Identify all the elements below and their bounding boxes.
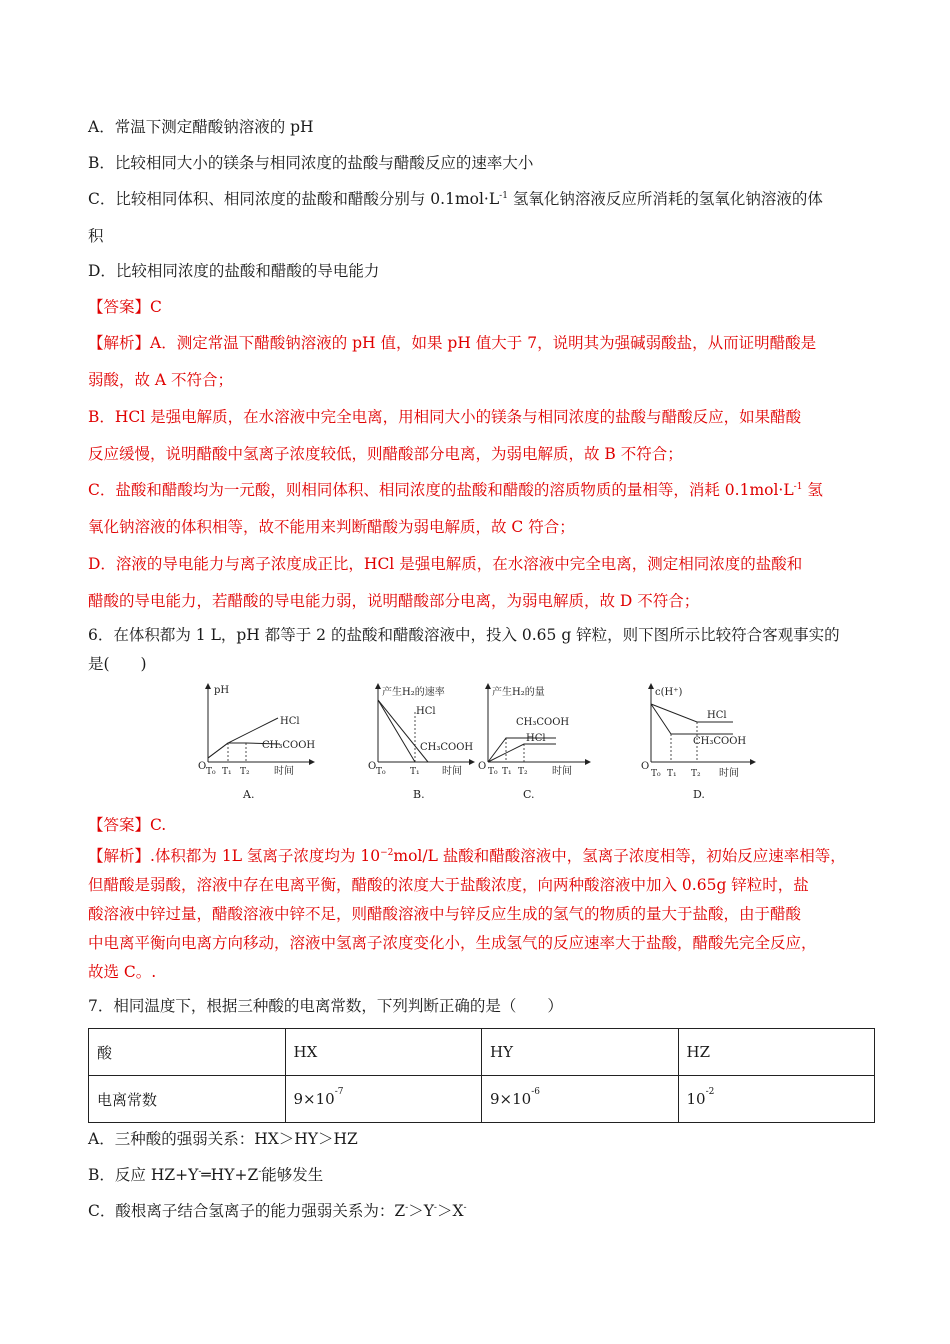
text-span: 【解析】.体积都为 1L 氢离子浓度均为 10 — [88, 847, 381, 865]
text-span: 氢 — [802, 481, 823, 499]
t2-label: T₂ — [691, 769, 701, 779]
t0-label: T₀ — [651, 769, 661, 779]
q5-option-c-cont: 积 — [88, 227, 104, 245]
x-label: 时间 — [719, 768, 739, 779]
q6-stem-cont: 是( ) — [88, 655, 147, 673]
x-label: 时间 — [442, 766, 462, 777]
figure-a — [190, 680, 330, 805]
figure-a-graph — [190, 680, 330, 805]
q5-answer: 【答案】C — [88, 298, 162, 316]
table-cell: 酸 — [89, 1029, 286, 1076]
text-span: ＞X — [436, 1202, 464, 1220]
q7-option-b — [88, 1164, 862, 1186]
q5-explanation-line: 【解析】A．测定常温下醋酸钠溶液的 pH 值，如果 pH 值大于 7，说明其为强碱弱酸盐，从而证明醋酸是 — [88, 334, 817, 352]
table-cell: HX — [285, 1029, 482, 1076]
hcl-line — [208, 718, 278, 758]
ch3cooh-label: CH₃COOH — [262, 740, 316, 751]
origin-label: O — [641, 761, 650, 772]
origin-label: O — [478, 761, 487, 772]
hcl-label: HCl — [416, 706, 436, 717]
q6-explanation-line: 中电离平衡向电离方向移动，溶液中氢离子浓度变化小，生成氢气的反应速率大于盐酸，醋酸先完全反应， — [88, 934, 817, 952]
q5-option-c — [88, 188, 862, 210]
t1-label: T₁ — [502, 767, 512, 777]
t1-label: T₁ — [410, 767, 420, 777]
figure-caption: D. — [693, 788, 705, 801]
table-row — [89, 1076, 875, 1123]
x-label: 时间 — [274, 766, 294, 777]
figure-b-graph — [360, 680, 485, 805]
q7-option-a: A．三种酸的强弱关系：HX＞HY＞HZ — [88, 1130, 358, 1148]
text-span: B．反应 HZ+Y — [88, 1166, 199, 1184]
ionization-constant-table — [88, 1028, 875, 1123]
text-span: 9×10 — [293, 1090, 335, 1108]
q6-explanation-line — [88, 845, 862, 867]
superscript: - — [463, 1203, 467, 1213]
t0-label: T₀ — [206, 767, 216, 777]
figure-d — [635, 680, 765, 805]
ch3cooh-label: CH₃COOH — [516, 717, 570, 728]
y-label: 产生H₂的速率 — [382, 687, 445, 698]
text-span: C．盐酸和醋酸均为一元酸，则相同体积、相同浓度的盐酸和醋酸的溶质物质的量相等，消耗 0.1mol·L — [88, 481, 794, 499]
q5-explanation-line — [88, 479, 862, 501]
y-label: pH — [214, 685, 230, 696]
figure-caption: C. — [523, 788, 535, 801]
q6-explanation-line: 但醋酸是弱酸，溶液中存在电离平衡，醋酸的浓度大于盐酸浓度，向两种酸溶液中加入 0.65g 锌粒时，盐 — [88, 876, 809, 894]
q6-figures — [190, 680, 770, 805]
t1-label: T₁ — [222, 767, 232, 777]
superscript: - — [405, 1203, 409, 1213]
q5-option-d: D．比较相同浓度的盐酸和醋酸的导电能力 — [88, 262, 380, 280]
figure-d-graph — [635, 680, 765, 805]
text-span: mol/L 盐酸和醋酸溶液中，氢离子浓度相等，初始反应速率相等， — [393, 847, 846, 865]
superscript: -6 — [531, 1087, 540, 1097]
q7-option-c — [88, 1200, 862, 1222]
hcl-label: HCl — [707, 710, 727, 721]
hcl-line — [488, 744, 556, 762]
superscript: −2 — [380, 848, 394, 858]
ch3cooh-label: CH₃COOH — [420, 742, 474, 753]
q5-explanation-line: B．HCl 是强电解质，在水溶液中完全电离，用相同大小的镁条与相同浓度的盐酸与醋酸反应，如果醋酸 — [88, 408, 802, 426]
text-span: C．比较相同体积、相同浓度的盐酸和醋酸分别与 0.1mol·L — [88, 190, 500, 208]
table-cell — [678, 1076, 875, 1123]
figure-c — [478, 680, 603, 805]
q5-explanation-line: 反应缓慢，说明醋酸中氢离子浓度较低，则醋酸部分电离，为弱电解质，故 B 不符合； — [88, 445, 683, 463]
t0-label: T₀ — [376, 767, 386, 777]
superscript: -7 — [334, 1087, 344, 1097]
figure-b — [360, 680, 485, 805]
table-cell: HZ — [678, 1029, 875, 1076]
superscript: -2 — [705, 1087, 715, 1097]
x-label: 时间 — [552, 766, 572, 777]
q5-explanation-line: 醋酸的导电能力，若醋酸的导电能力弱，说明醋酸部分电离，为弱电解质，故 D 不符合； — [88, 592, 700, 610]
q7-stem: 7．相同温度下，根据三种酸的电离常数，下列判断正确的是（ ） — [88, 997, 563, 1015]
ch3cooh-label: CH₃COOH — [693, 736, 747, 747]
t0-label: T₀ — [488, 767, 498, 777]
superscript: - — [258, 1167, 262, 1177]
text-span: ＞Y — [408, 1202, 434, 1220]
q5-explanation-line: 弱酸，故 A 不符合； — [88, 371, 234, 389]
table-row — [89, 1029, 875, 1076]
t1-label: T₁ — [667, 769, 677, 779]
t2-label: T₂ — [518, 767, 528, 777]
text-span: 10 — [686, 1090, 706, 1108]
table-cell — [285, 1076, 482, 1123]
text-span: 能够发生 — [261, 1166, 324, 1184]
q6-stem: 6．在体积都为 1 L，pH 都等于 2 的盐酸和醋酸溶液中，投入 0.65 g 锌粒，则下图所示比较符合客观事实的 — [88, 626, 840, 644]
text-span: 氢氧化钠溶液反应所消耗的氢氧化钠溶液的体 — [507, 190, 823, 208]
q6-explanation-line: 故选 C。. — [88, 963, 157, 981]
q6-answer: 【答案】C. — [88, 816, 167, 834]
q5-option-a: A．常温下测定醋酸钠溶液的 pH — [88, 118, 314, 136]
y-label: 产生H₂的量 — [492, 687, 545, 698]
table-cell: HY — [482, 1029, 679, 1076]
text-span: 9×10 — [490, 1090, 532, 1108]
q6-explanation-line: 酸溶液中锌过量，醋酸溶液中锌不足，则醋酸溶液中与锌反应生成的氢气的物质的量大于盐酸，由于醋酸 — [88, 905, 802, 923]
q5-explanation-line: D．溶液的导电能力与离子浓度成正比，HCl 是强电解质，在水溶液中完全电离，测定相同浓度的盐酸和 — [88, 555, 803, 573]
hcl-label: HCl — [526, 733, 546, 744]
y-label: c(H⁺) — [655, 687, 683, 698]
superscript: - — [433, 1203, 437, 1213]
superscript: -1 — [499, 191, 508, 201]
text-span: C．酸根离子结合氢离子的能力强弱关系为：Z — [88, 1202, 406, 1220]
figure-caption: B. — [413, 788, 425, 801]
text-span: ═HY+Z — [201, 1166, 259, 1184]
superscript: - — [198, 1167, 202, 1177]
origin-label: O — [198, 761, 207, 772]
table-cell: 电离常数 — [89, 1076, 286, 1123]
superscript: -1 — [793, 482, 803, 492]
ch3cooh-line — [488, 738, 556, 762]
t2-label: T₂ — [240, 767, 250, 777]
q5-explanation-line: 氧化钠溶液的体积相等，故不能用来判断醋酸为弱电解质，故 C 符合； — [88, 518, 575, 536]
hcl-label: HCl — [280, 716, 300, 727]
origin-label: O — [368, 761, 377, 772]
figure-caption: A. — [243, 788, 255, 801]
q5-option-b: B．比较相同大小的镁条与相同浓度的盐酸与醋酸反应的速率大小 — [88, 154, 534, 172]
figure-c-graph — [478, 680, 603, 805]
hcl-line — [378, 700, 415, 762]
table-cell — [482, 1076, 679, 1123]
